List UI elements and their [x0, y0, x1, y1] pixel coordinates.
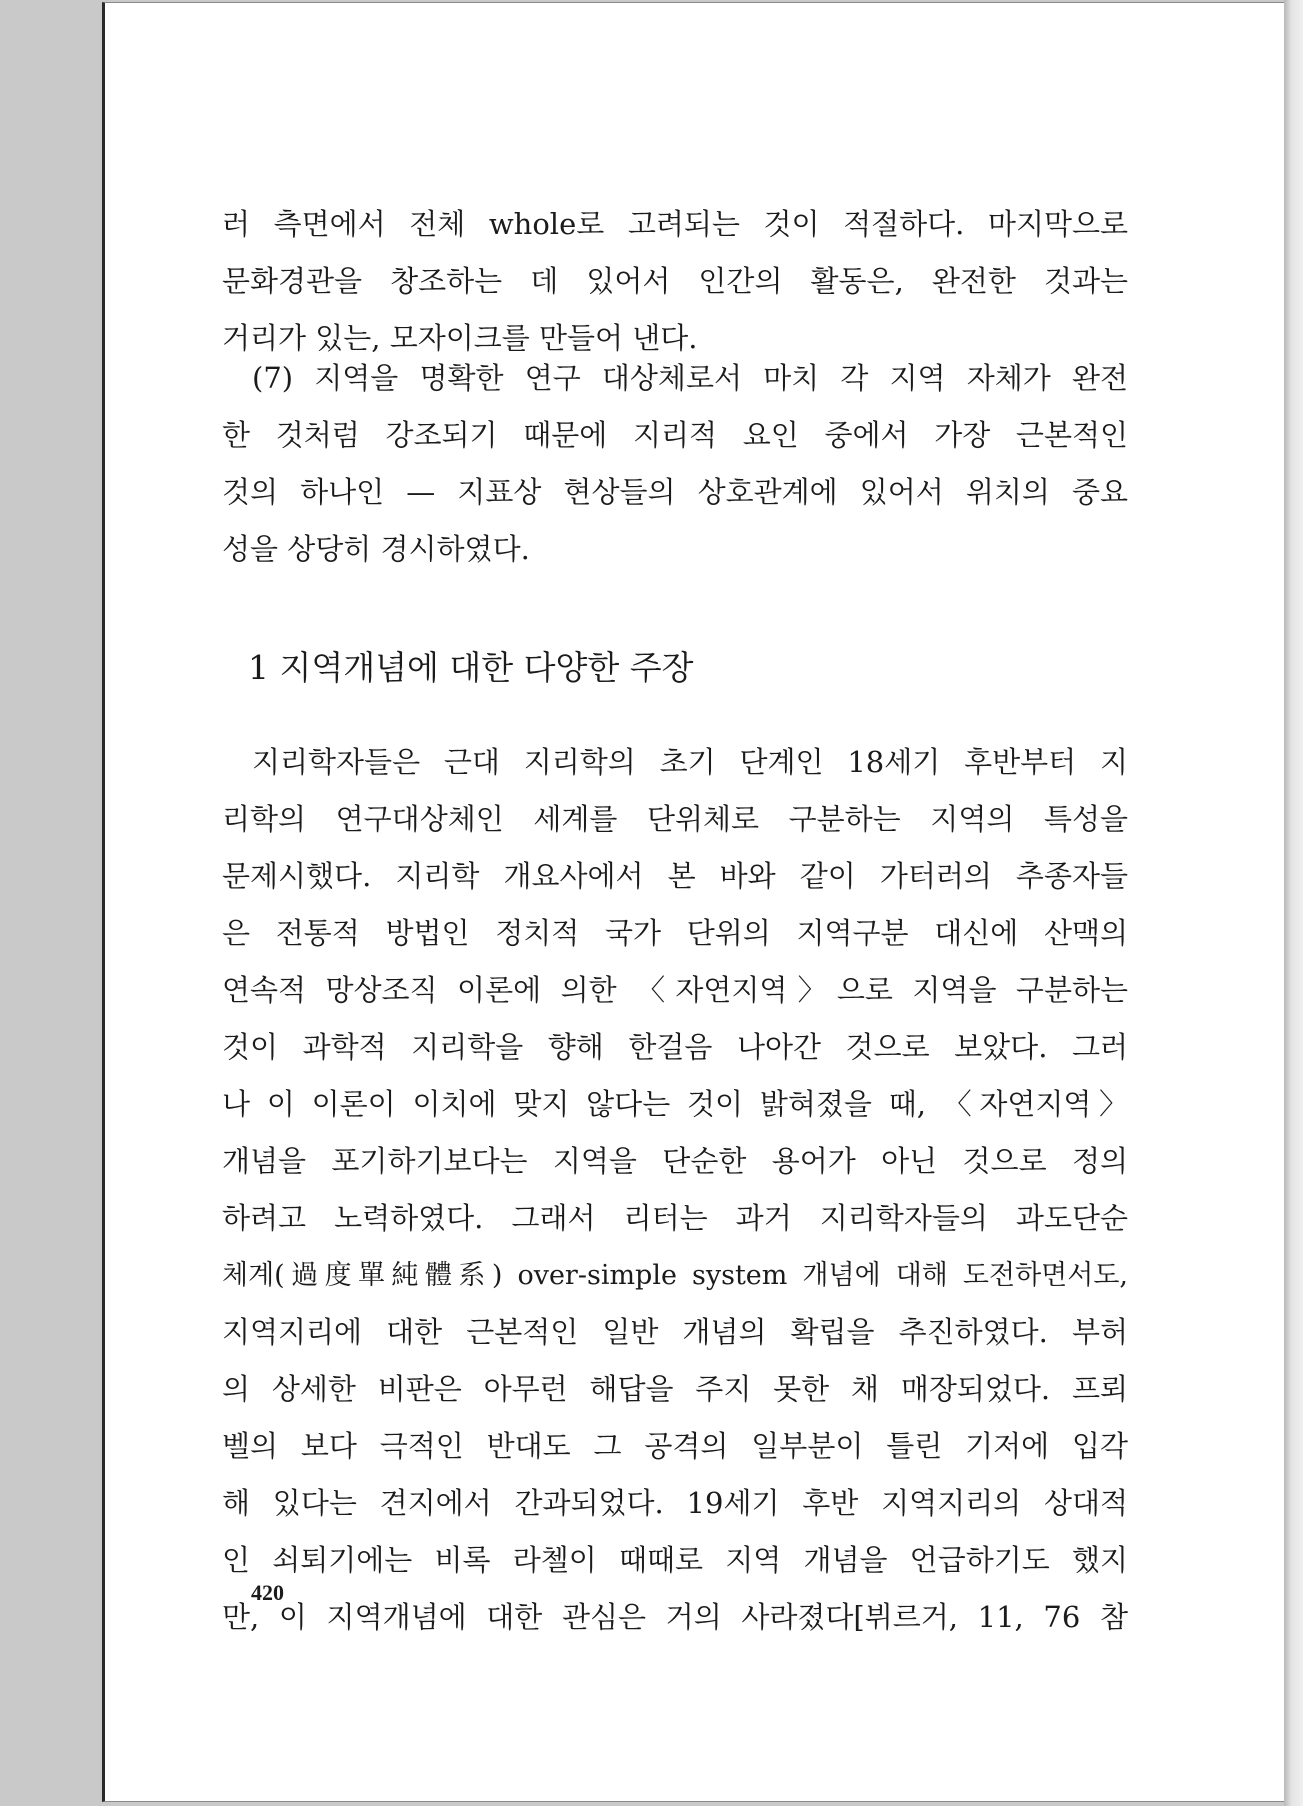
text-line: 거리가 있는, 모자이크를 만들어 낸다. — [222, 321, 698, 355]
text-line: 은 전통적 방법인 정치적 국가 단위의 지역구분 대신에 산맥의 — [222, 916, 1128, 950]
text-line: 리학의 연구대상체인 세계를 단위체로 구분하는 지역의 특성을 — [222, 802, 1128, 836]
text-line: 만, 이 지역개념에 대한 관심은 거의 사라졌다[뷔르거, 11, 76 참 — [222, 1600, 1128, 1634]
text-line: 인 쇠퇴기에는 비록 라첼이 때때로 지역 개념을 언급하기도 했지 — [222, 1543, 1128, 1577]
paragraph-continuation — [222, 196, 1128, 367]
text-line: 해 있다는 견지에서 간과되었다. 19세기 후반 지역지리의 상대적 — [222, 1486, 1128, 1520]
text-line: 지역지리에 대한 근본적인 일반 개념의 확립을 추진하였다. 부허 — [222, 1315, 1128, 1349]
text-line: 한 것처럼 강조되기 때문에 지리적 요인 중에서 가장 근본적인 — [222, 418, 1128, 452]
text-line: 것의 하나인 — 지표상 현상들의 상호관계에 있어서 위치의 중요 — [222, 475, 1128, 509]
section-heading: 1 지역개념에 대한 다양한 주장 — [248, 648, 694, 687]
text-line: 의 상세한 비판은 아무런 해답을 주지 못한 채 매장되었다. 프뢰 — [222, 1372, 1128, 1406]
text-line: 개념을 포기하기보다는 지역을 단순한 용어가 아닌 것으로 정의 — [222, 1144, 1128, 1178]
text-line: 지리학자들은 근대 지리학의 초기 단계인 18세기 후반부터 지 — [252, 745, 1128, 779]
paragraph-item-7 — [222, 350, 1128, 578]
text-line: 문제시했다. 지리학 개요사에서 본 바와 같이 가터러의 추종자들 — [222, 859, 1128, 893]
page-number: 420 — [251, 1580, 284, 1605]
text-line: 성을 상당히 경시하였다. — [222, 532, 530, 566]
text-line: 나 이 이론이 이치에 맞지 않다는 것이 밝혀졌을 때, 〈자연지역〉 — [222, 1087, 1128, 1121]
paragraph-body — [222, 734, 1128, 1646]
text-line: 것이 과학적 지리학을 향해 한걸음 나아간 것으로 보았다. 그러 — [222, 1030, 1128, 1064]
text-line: 하려고 노력하였다. 그래서 리터는 과거 지리학자들의 과도단순 — [222, 1201, 1128, 1235]
text-line: (7) 지역을 명확한 연구 대상체로서 마치 각 지역 자체가 완전 — [252, 361, 1128, 395]
text-line: 체계(過度單純體系) over-simple system 개념에 대해 도전하면서도, — [222, 1260, 1128, 1291]
text-line: 벨의 보다 극적인 반대도 그 공격의 일부분이 틀린 기저에 입각 — [222, 1429, 1128, 1463]
page-edge-shadow — [1284, 0, 1303, 1806]
text-line: 문화경관을 창조하는 데 있어서 인간의 활동은, 완전한 것과는 — [222, 264, 1128, 298]
text-line: 러 측면에서 전체 whole로 고려되는 것이 적절하다. 마지막으로 — [222, 207, 1128, 241]
text-line: 연속적 망상조직 이론에 의한 〈자연지역〉으로 지역을 구분하는 — [222, 973, 1128, 1007]
